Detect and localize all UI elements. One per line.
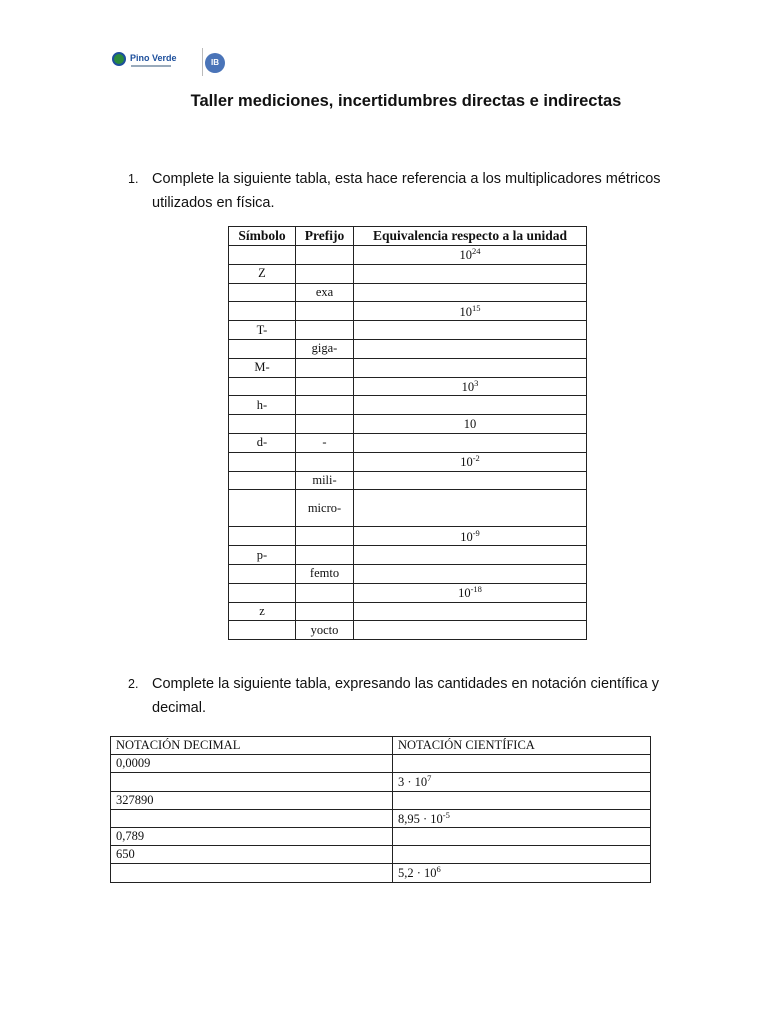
power-base: 10 [460, 455, 473, 470]
decimal-cell [111, 864, 393, 882]
symbol-cell: p- [229, 546, 296, 565]
page-title: Taller mediciones, incertidumbres directas e indirectas [190, 92, 622, 110]
prefix-table-row [229, 339, 587, 358]
prefix-table-row [229, 602, 587, 621]
prefix-cell: micro- [296, 490, 354, 527]
scientific-exponent: -5 [442, 809, 450, 820]
prefix-cell: femto [296, 564, 354, 583]
power-exponent: -18 [470, 584, 482, 595]
scientific-exponent: 7 [427, 773, 432, 784]
prefix-table-row [229, 527, 587, 546]
symbol-cell: h- [229, 396, 296, 415]
prefix-table-row [229, 415, 587, 434]
decimal-cell [111, 809, 393, 827]
power-base: 10 [460, 529, 473, 544]
scientific-cell [393, 827, 651, 845]
symbol-cell [229, 621, 296, 640]
symbol-cell [229, 452, 296, 471]
symbol-cell: d- [229, 433, 296, 452]
prefix-cell [296, 264, 354, 283]
symbol-cell [229, 583, 296, 602]
prefix-cell: exa [296, 283, 354, 302]
equivalence-cell [354, 339, 587, 358]
ib-logo-icon: IB [205, 53, 225, 73]
prefix-table-header [229, 227, 587, 246]
scientific-cell [393, 791, 651, 809]
prefix-table-row [229, 583, 587, 602]
scientific-cell [393, 755, 651, 773]
header-cientifica: NOTACIÓN CIENTÍFICA [393, 737, 651, 755]
prefix-table-row [229, 452, 587, 471]
notation-table-header [111, 737, 651, 755]
symbol-cell: z [229, 602, 296, 621]
equivalence-cell [354, 377, 587, 396]
scientific-exponent: 6 [436, 864, 441, 875]
leaf-icon [112, 52, 126, 66]
notation-table [110, 736, 651, 883]
logo-tagline-line [131, 65, 171, 67]
prefix-cell [296, 358, 354, 377]
equivalence-cell [354, 415, 587, 434]
prefix-table-row [229, 564, 587, 583]
prefix-table-row [229, 490, 587, 527]
prefix-cell [296, 321, 354, 340]
symbol-cell: T- [229, 321, 296, 340]
equivalence-cell [354, 471, 587, 490]
symbol-cell: M- [229, 358, 296, 377]
header-prefijo: Prefijo [296, 227, 354, 246]
question-2-text: Complete la siguiente tabla, expresando las cantidades en notación científica y decimal. [152, 676, 660, 716]
power-base: 10 [459, 248, 472, 263]
power-exponent: -9 [472, 527, 480, 538]
decimal-cell: 0,789 [111, 827, 393, 845]
power-base: 10 [463, 417, 477, 432]
school-logo [110, 48, 230, 78]
equivalence-cell [354, 321, 587, 340]
scientific-mantissa: 5,2 · 10 [398, 866, 437, 881]
prefix-table-row [229, 246, 587, 265]
power-exponent: 24 [472, 246, 481, 257]
equivalence-cell [354, 621, 587, 640]
prefix-table-row [229, 283, 587, 302]
header-decimal: NOTACIÓN DECIMAL [111, 737, 393, 755]
prefix-cell [296, 527, 354, 546]
logo-divider [202, 48, 203, 76]
equivalence-cell [354, 358, 587, 377]
equivalence-cell [354, 433, 587, 452]
prefix-cell [296, 396, 354, 415]
scientific-mantissa: 8,95 · 10 [398, 811, 443, 826]
prefix-table-row [229, 321, 587, 340]
power-exponent: 3 [474, 377, 479, 388]
decimal-cell: 0,0009 [111, 755, 393, 773]
equivalence-cell [354, 583, 587, 602]
equivalence-cell [354, 564, 587, 583]
power-exponent: -2 [472, 453, 480, 464]
scientific-cell [393, 809, 651, 827]
prefix-cell: mili- [296, 471, 354, 490]
prefix-cell [296, 415, 354, 434]
prefix-cell [296, 583, 354, 602]
equivalence-cell [354, 302, 587, 321]
equivalence-cell [354, 452, 587, 471]
question-1-text: Complete la siguiente tabla, esta hace referencia a los multiplicadores métricos utilizados en física. [152, 171, 661, 211]
notation-table-row [111, 846, 651, 864]
power-base: 10 [461, 380, 475, 395]
prefix-cell [296, 377, 354, 396]
prefix-cell [296, 302, 354, 321]
symbol-cell [229, 302, 296, 321]
notation-table-row [111, 827, 651, 845]
scientific-cell [393, 846, 651, 864]
symbol-cell [229, 246, 296, 265]
symbol-cell [229, 527, 296, 546]
question-1-number: 1. [128, 172, 139, 186]
equivalence-cell [354, 546, 587, 565]
prefix-cell: - [296, 433, 354, 452]
prefix-cell [296, 452, 354, 471]
question-2-number: 2. [128, 677, 139, 691]
symbol-cell [229, 415, 296, 434]
prefix-table-row [229, 546, 587, 565]
notation-table-row [111, 864, 651, 882]
notation-table-row [111, 755, 651, 773]
power-base: 10 [458, 586, 471, 601]
equivalence-cell [354, 264, 587, 283]
prefix-table-row [229, 358, 587, 377]
decimal-cell: 327890 [111, 791, 393, 809]
header-simbolo: Símbolo [229, 227, 296, 246]
scientific-cell [393, 773, 651, 791]
symbol-cell [229, 564, 296, 583]
symbol-cell [229, 377, 296, 396]
equivalence-cell [354, 246, 587, 265]
symbol-cell: Z [229, 264, 296, 283]
scientific-cell [393, 864, 651, 882]
prefix-cell [296, 546, 354, 565]
power-exponent: 15 [472, 302, 481, 313]
prefix-table-row [229, 264, 587, 283]
symbol-cell [229, 339, 296, 358]
equivalence-cell [354, 396, 587, 415]
decimal-cell: 650 [111, 846, 393, 864]
power-base: 10 [459, 304, 472, 319]
prefix-table-row [229, 396, 587, 415]
school-name: Pino Verde [130, 53, 177, 63]
symbol-cell [229, 283, 296, 302]
header-equivalencia: Equivalencia respecto a la unidad [354, 227, 587, 246]
notation-table-row [111, 791, 651, 809]
prefix-table-row [229, 433, 587, 452]
notation-table-row [111, 809, 651, 827]
equivalence-cell [354, 602, 587, 621]
equivalence-cell [354, 527, 587, 546]
prefix-cell [296, 246, 354, 265]
prefix-table-row [229, 471, 587, 490]
notation-table-row [111, 773, 651, 791]
symbol-cell [229, 471, 296, 490]
decimal-cell [111, 773, 393, 791]
prefix-table-row [229, 621, 587, 640]
scientific-mantissa: 3 · 10 [398, 775, 428, 790]
prefix-cell [296, 602, 354, 621]
equivalence-cell [354, 490, 587, 527]
equivalence-cell [354, 283, 587, 302]
prefix-table-row [229, 377, 587, 396]
prefix-cell: giga- [296, 339, 354, 358]
prefix-table-row [229, 302, 587, 321]
symbol-cell [229, 490, 296, 527]
prefix-table [228, 226, 587, 640]
prefix-cell: yocto [296, 621, 354, 640]
